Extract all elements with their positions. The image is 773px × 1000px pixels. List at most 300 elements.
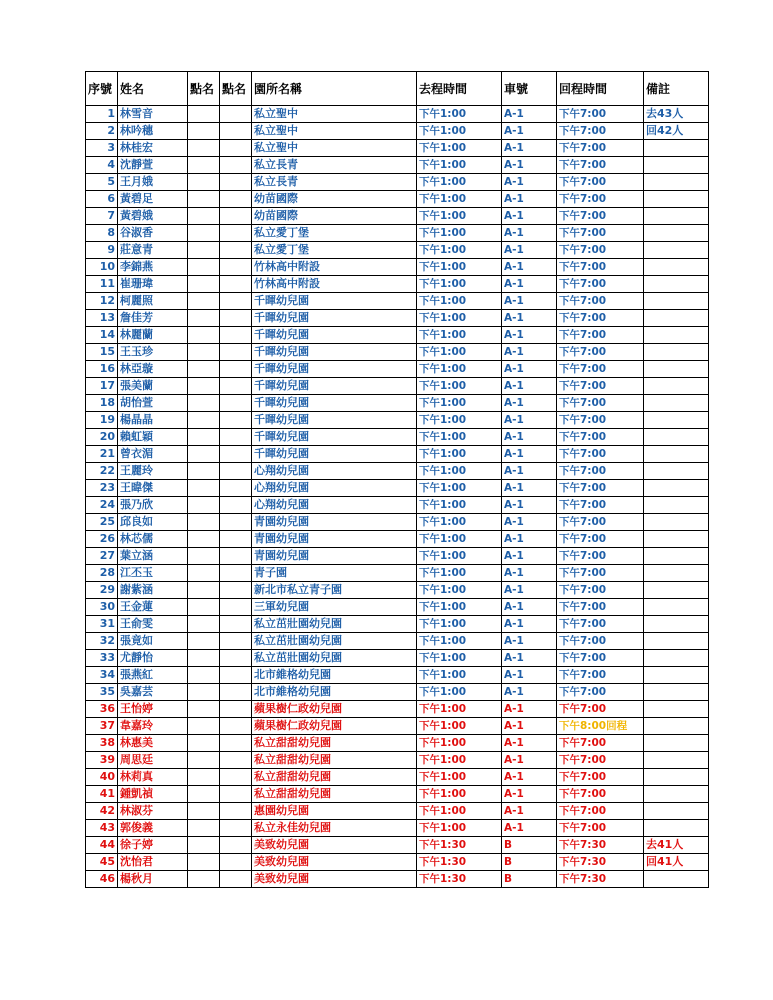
row-go-time: 下午1:00 [417,684,502,701]
row-rollcall-1 [188,565,220,582]
row-car: A-1 [502,395,557,412]
row-school: 私立茁壯園幼兒園 [252,616,417,633]
table-row [86,718,709,735]
row-school: 私立茁壯園幼兒園 [252,650,417,667]
table-row [86,616,709,633]
row-note [644,208,709,225]
row-go-time: 下午1:00 [417,429,502,446]
row-car: A-1 [502,718,557,735]
row-school: 幼苗國際 [252,191,417,208]
row-school: 青園幼兒園 [252,514,417,531]
row-school: 青園幼兒園 [252,548,417,565]
row-rollcall-2 [220,327,252,344]
row-name: 周思廷 [118,752,188,769]
row-note [644,769,709,786]
header-car: 車號 [502,72,557,106]
row-back-time: 下午7:00 [557,752,644,769]
row-note [644,514,709,531]
row-note [644,191,709,208]
row-go-time: 下午1:00 [417,701,502,718]
row-name: 沈怡君 [118,854,188,871]
row-back-time: 下午7:00 [557,582,644,599]
row-rollcall-1 [188,140,220,157]
row-rollcall-2 [220,361,252,378]
row-name: 張美蘭 [118,378,188,395]
row-number: 28 [86,565,118,582]
row-back-time: 下午7:00 [557,225,644,242]
row-rollcall-1 [188,259,220,276]
row-car: A-1 [502,820,557,837]
row-back-time: 下午7:00 [557,123,644,140]
row-rollcall-2 [220,786,252,803]
row-number: 7 [86,208,118,225]
row-note [644,735,709,752]
row-rollcall-2 [220,854,252,871]
row-name: 韋嘉玲 [118,718,188,735]
row-note [644,174,709,191]
row-car: A-1 [502,242,557,259]
row-rollcall-1 [188,123,220,140]
row-name: 張竟如 [118,633,188,650]
row-name: 林雪音 [118,106,188,123]
row-rollcall-1 [188,718,220,735]
row-go-time: 下午1:00 [417,718,502,735]
row-note [644,871,709,888]
row-go-time: 下午1:00 [417,242,502,259]
row-back-time: 下午7:30 [557,854,644,871]
header-go-time: 去程時間 [417,72,502,106]
row-number: 14 [86,327,118,344]
row-school: 千暉幼兒園 [252,412,417,429]
row-car: A-1 [502,310,557,327]
table-row [86,412,709,429]
row-name: 邱良如 [118,514,188,531]
row-rollcall-1 [188,820,220,837]
row-note [644,480,709,497]
row-go-time: 下午1:00 [417,599,502,616]
row-rollcall-2 [220,599,252,616]
row-back-time: 下午7:00 [557,106,644,123]
row-number: 6 [86,191,118,208]
row-car: A-1 [502,514,557,531]
row-go-time: 下午1:00 [417,480,502,497]
row-rollcall-2 [220,769,252,786]
row-note [644,650,709,667]
row-rollcall-1 [188,225,220,242]
row-back-time: 下午7:00 [557,157,644,174]
row-school: 千暉幼兒園 [252,361,417,378]
table-row [86,803,709,820]
row-rollcall-2 [220,123,252,140]
row-car: A-1 [502,446,557,463]
row-back-time: 下午7:00 [557,650,644,667]
row-name: 谷淑香 [118,225,188,242]
row-back-time: 下午7:00 [557,633,644,650]
row-rollcall-1 [188,106,220,123]
row-back-time: 下午7:00 [557,361,644,378]
row-number: 19 [86,412,118,429]
row-note [644,497,709,514]
row-rollcall-1 [188,293,220,310]
row-car: A-1 [502,548,557,565]
row-go-time: 下午1:00 [417,293,502,310]
table-row [86,650,709,667]
row-go-time: 下午1:30 [417,837,502,854]
row-school: 私立永佳幼兒園 [252,820,417,837]
row-number: 29 [86,582,118,599]
table-row [86,225,709,242]
table-row [86,242,709,259]
row-name: 柯麗照 [118,293,188,310]
row-rollcall-1 [188,531,220,548]
row-note [644,531,709,548]
row-car: A-1 [502,752,557,769]
row-note [644,633,709,650]
row-car: A-1 [502,191,557,208]
row-car: A-1 [502,650,557,667]
row-back-time: 下午7:00 [557,259,644,276]
row-school: 心翔幼兒園 [252,463,417,480]
row-back-time: 下午7:00 [557,174,644,191]
row-note [644,344,709,361]
table-row [86,837,709,854]
row-school: 北市維格幼兒園 [252,667,417,684]
row-number: 18 [86,395,118,412]
row-name: 王暐傑 [118,480,188,497]
row-number: 33 [86,650,118,667]
table-row [86,293,709,310]
row-rollcall-1 [188,684,220,701]
row-name: 葉立涵 [118,548,188,565]
row-back-time: 下午7:00 [557,565,644,582]
table-row [86,157,709,174]
row-number: 46 [86,871,118,888]
table-row [86,633,709,650]
row-name: 吳嘉芸 [118,684,188,701]
table-row [86,191,709,208]
row-rollcall-2 [220,344,252,361]
row-rollcall-1 [188,497,220,514]
row-go-time: 下午1:00 [417,276,502,293]
row-number: 24 [86,497,118,514]
row-go-time: 下午1:00 [417,140,502,157]
row-number: 1 [86,106,118,123]
row-rollcall-1 [188,344,220,361]
row-back-time: 下午7:30 [557,871,644,888]
row-name: 曾衣湄 [118,446,188,463]
row-school: 千暉幼兒園 [252,446,417,463]
row-back-time: 下午7:00 [557,395,644,412]
table-row [86,514,709,531]
row-school: 蘋果樹仁政幼兒園 [252,701,417,718]
header-note: 備註 [644,72,709,106]
row-rollcall-2 [220,412,252,429]
row-rollcall-1 [188,378,220,395]
row-rollcall-2 [220,871,252,888]
row-rollcall-2 [220,429,252,446]
row-rollcall-1 [188,650,220,667]
row-back-time: 下午7:00 [557,803,644,820]
row-rollcall-1 [188,157,220,174]
row-number: 35 [86,684,118,701]
row-rollcall-1 [188,395,220,412]
table-row [86,667,709,684]
row-car: A-1 [502,225,557,242]
row-school: 私立愛丁堡 [252,242,417,259]
row-rollcall-2 [220,395,252,412]
table-row [86,701,709,718]
row-rollcall-2 [220,650,252,667]
row-note: 回42人 [644,123,709,140]
row-rollcall-1 [188,327,220,344]
row-rollcall-1 [188,803,220,820]
row-number: 11 [86,276,118,293]
row-go-time: 下午1:00 [417,616,502,633]
row-back-time: 下午7:00 [557,276,644,293]
row-number: 10 [86,259,118,276]
row-go-time: 下午1:00 [417,446,502,463]
row-car: A-1 [502,208,557,225]
row-name: 林惠美 [118,735,188,752]
row-school: 千暉幼兒園 [252,429,417,446]
row-rollcall-2 [220,293,252,310]
row-name: 謝紫涵 [118,582,188,599]
table-row [86,548,709,565]
row-rollcall-2 [220,548,252,565]
row-rollcall-1 [188,735,220,752]
row-back-time: 下午7:00 [557,514,644,531]
row-back-time: 下午7:00 [557,293,644,310]
row-school: 心翔幼兒園 [252,480,417,497]
row-school: 私立愛丁堡 [252,225,417,242]
row-rollcall-2 [220,582,252,599]
row-rollcall-1 [188,752,220,769]
row-name: 林莉真 [118,769,188,786]
row-number: 22 [86,463,118,480]
row-back-time: 下午7:00 [557,378,644,395]
row-rollcall-1 [188,446,220,463]
table-row [86,123,709,140]
roster-table [85,71,709,888]
row-number: 45 [86,854,118,871]
row-go-time: 下午1:00 [417,395,502,412]
row-go-time: 下午1:00 [417,633,502,650]
row-number: 42 [86,803,118,820]
table-row [86,208,709,225]
row-rollcall-2 [220,616,252,633]
row-go-time: 下午1:00 [417,786,502,803]
table-row [86,735,709,752]
row-rollcall-2 [220,191,252,208]
row-rollcall-2 [220,208,252,225]
table-row [86,480,709,497]
row-back-time: 下午7:00 [557,327,644,344]
row-name: 王俞雯 [118,616,188,633]
row-go-time: 下午1:00 [417,650,502,667]
row-school: 私立甜甜幼兒園 [252,735,417,752]
row-car: B [502,871,557,888]
row-number: 9 [86,242,118,259]
row-name: 尤靜怡 [118,650,188,667]
row-rollcall-1 [188,361,220,378]
row-name: 王金蓮 [118,599,188,616]
row-go-time: 下午1:00 [417,225,502,242]
row-name: 郭俊義 [118,820,188,837]
row-school: 千暉幼兒園 [252,344,417,361]
row-car: A-1 [502,701,557,718]
row-go-time: 下午1:00 [417,157,502,174]
table-row [86,140,709,157]
row-go-time: 下午1:00 [417,208,502,225]
row-rollcall-1 [188,769,220,786]
row-rollcall-2 [220,701,252,718]
row-back-time: 下午7:00 [557,531,644,548]
row-back-time: 下午7:00 [557,412,644,429]
row-car: A-1 [502,361,557,378]
row-school: 青園幼兒園 [252,531,417,548]
row-car: A-1 [502,140,557,157]
row-number: 17 [86,378,118,395]
row-go-time: 下午1:00 [417,667,502,684]
row-note [644,701,709,718]
table-row [86,463,709,480]
row-name: 林吟穗 [118,123,188,140]
table-row [86,395,709,412]
row-name: 黃碧足 [118,191,188,208]
row-school: 三軍幼兒園 [252,599,417,616]
row-go-time: 下午1:30 [417,871,502,888]
row-note: 去43人 [644,106,709,123]
row-number: 20 [86,429,118,446]
row-note [644,242,709,259]
row-go-time: 下午1:00 [417,531,502,548]
row-rollcall-2 [220,718,252,735]
row-number: 2 [86,123,118,140]
row-school: 私立長青 [252,174,417,191]
row-school: 美致幼兒園 [252,871,417,888]
row-number: 41 [86,786,118,803]
row-go-time: 下午1:00 [417,327,502,344]
row-back-time: 下午7:00 [557,463,644,480]
row-car: A-1 [502,633,557,650]
row-note: 回41人 [644,854,709,871]
row-go-time: 下午1:00 [417,361,502,378]
row-name: 王月娥 [118,174,188,191]
row-number: 32 [86,633,118,650]
row-school: 私立聖中 [252,123,417,140]
row-rollcall-1 [188,276,220,293]
row-note [644,293,709,310]
row-rollcall-2 [220,803,252,820]
row-note [644,157,709,174]
row-rollcall-1 [188,242,220,259]
row-number: 13 [86,310,118,327]
row-rollcall-2 [220,667,252,684]
row-go-time: 下午1:00 [417,803,502,820]
row-rollcall-2 [220,837,252,854]
row-number: 30 [86,599,118,616]
row-back-time: 下午7:00 [557,191,644,208]
table-row [86,497,709,514]
row-car: A-1 [502,344,557,361]
row-go-time: 下午1:00 [417,123,502,140]
row-note [644,463,709,480]
header-name: 姓名 [118,72,188,106]
row-back-time: 下午7:00 [557,310,644,327]
row-go-time: 下午1:00 [417,752,502,769]
row-note [644,378,709,395]
row-name: 林桂宏 [118,140,188,157]
row-car: A-1 [502,582,557,599]
row-go-time: 下午1:00 [417,820,502,837]
row-note [644,582,709,599]
row-car: A-1 [502,599,557,616]
row-note [644,259,709,276]
row-school: 千暉幼兒園 [252,378,417,395]
row-car: A-1 [502,531,557,548]
table-row [86,259,709,276]
row-car: A-1 [502,174,557,191]
row-back-time: 下午7:00 [557,497,644,514]
row-number: 36 [86,701,118,718]
row-name: 王玉珍 [118,344,188,361]
row-school: 私立聖中 [252,106,417,123]
row-note [644,599,709,616]
row-rollcall-2 [220,565,252,582]
row-school: 千暉幼兒園 [252,293,417,310]
row-back-time: 下午7:30 [557,837,644,854]
row-name: 黃碧娥 [118,208,188,225]
row-rollcall-2 [220,259,252,276]
row-rollcall-1 [188,463,220,480]
row-car: A-1 [502,667,557,684]
row-car: A-1 [502,412,557,429]
row-car: A-1 [502,684,557,701]
row-note [644,565,709,582]
row-school: 美致幼兒園 [252,837,417,854]
row-school: 蘋果樹仁政幼兒園 [252,718,417,735]
row-number: 12 [86,293,118,310]
row-school: 美致幼兒園 [252,854,417,871]
row-back-time: 下午7:00 [557,446,644,463]
table-row [86,582,709,599]
row-back-time: 下午7:00 [557,599,644,616]
row-note [644,446,709,463]
row-rollcall-1 [188,174,220,191]
row-name: 張乃欣 [118,497,188,514]
row-rollcall-1 [188,480,220,497]
row-car: A-1 [502,293,557,310]
row-note [644,684,709,701]
row-car: A-1 [502,769,557,786]
row-rollcall-1 [188,429,220,446]
row-back-time: 下午7:00 [557,684,644,701]
row-go-time: 下午1:00 [417,769,502,786]
row-car: A-1 [502,786,557,803]
row-back-time: 下午7:00 [557,786,644,803]
row-go-time: 下午1:00 [417,582,502,599]
row-note [644,140,709,157]
row-number: 40 [86,769,118,786]
row-rollcall-2 [220,242,252,259]
row-car: A-1 [502,497,557,514]
row-school: 私立甜甜幼兒園 [252,769,417,786]
row-school: 青子園 [252,565,417,582]
row-school: 心翔幼兒園 [252,497,417,514]
table-row [86,531,709,548]
row-note [644,276,709,293]
row-go-time: 下午1:00 [417,310,502,327]
